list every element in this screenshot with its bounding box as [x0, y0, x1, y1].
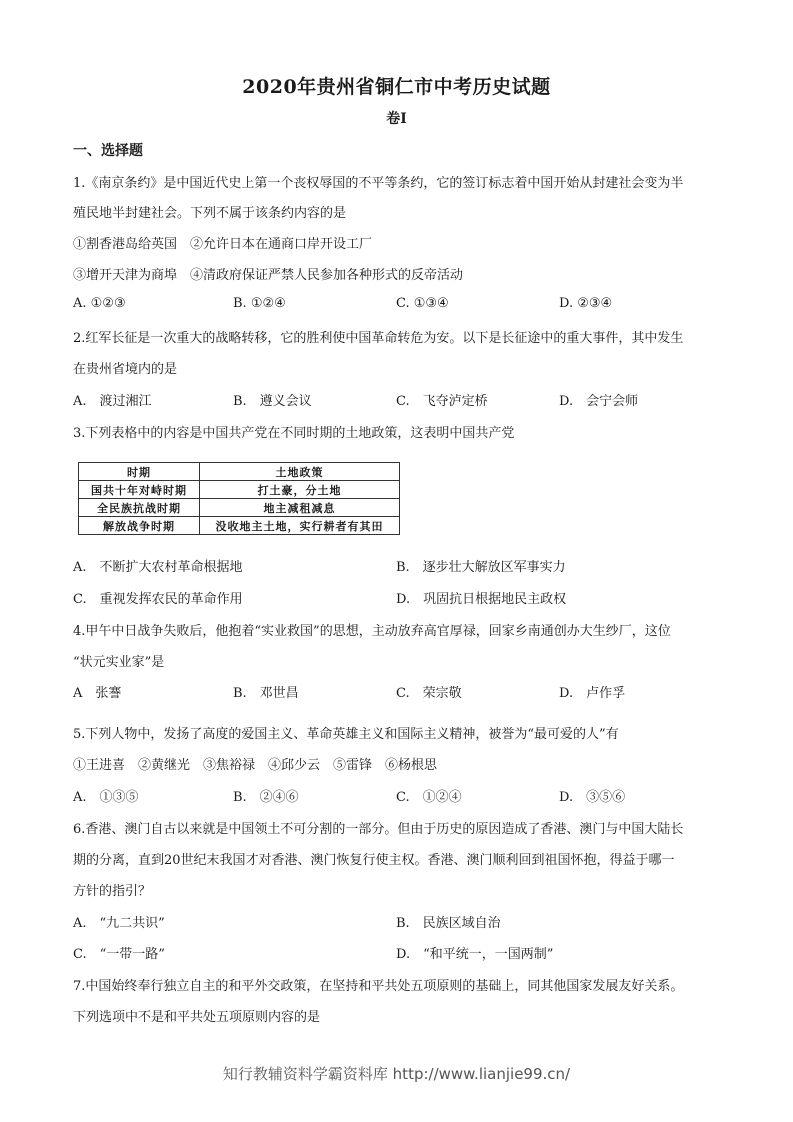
- q5-stem-line1: 5.下列人物中，发扬了高度的爱国主义、革命英雄主义和国际主义精神，被誉为“最可爱的人”有: [73, 727, 619, 742]
- table-row: [79, 499, 400, 517]
- q2-option-a: A. 渡过湘江: [73, 394, 152, 409]
- q2-option-c: C. 飞夺泸定桥: [396, 394, 488, 409]
- q1-option-a: A. ①②③: [73, 296, 126, 311]
- q4-option-b: B. 邓世昌: [233, 686, 299, 701]
- q6-option-d: D. “和平统一，一国两制”: [396, 947, 554, 962]
- q6-stem-line2: 期的分离，直到20世纪末我国才对香港、澳门恢复行使主权。香港、澳门顺利回到祖国怀抱，得益于哪一: [73, 853, 675, 868]
- q1-option-c: C. ①③④: [396, 296, 449, 311]
- q1-stem-line2: 殖民地半封建社会。下列不属于该条约内容的是: [73, 206, 347, 221]
- q2-option-b: B. 遵义会议: [233, 394, 312, 409]
- q3-option-a: A. 不断扩大农村革命根据地: [73, 560, 243, 575]
- table-cell: 国共十年对峙时期: [79, 481, 200, 499]
- page-title: 2020年贵州省铜仁市中考历史试题: [242, 76, 551, 98]
- q6-option-b: B. 民族区域自治: [396, 916, 501, 931]
- q5-option-d: D. ③⑤⑥: [559, 790, 626, 805]
- table-cell: 打土豪，分土地: [200, 481, 400, 499]
- q3-option-b: B. 逐步壮大解放区军事实力: [396, 560, 566, 575]
- q4-stem-line1: 4.甲午中日战争失败后，他抱着“实业救国”的思想，主动放弃高官厚禄，回家乡南通创办大生纱厂，这位: [73, 624, 671, 639]
- q6-stem-line3: 方针的指引？: [73, 884, 152, 899]
- q3-option-c: C. 重视发挥农民的革命作用: [73, 592, 243, 607]
- footer-watermark: 知行教辅资料学霸资料库 http://www.lianjie99.cn/: [222, 1065, 571, 1083]
- q1-item-line2: ③增开天津为商埠 ④清政府保证严禁人民参加各种形式的反帝活动: [73, 268, 464, 283]
- volume-label: 卷I: [386, 111, 407, 127]
- land-policy-table: [78, 462, 400, 535]
- q2-stem-line1: 2.红军长征是一次重大的战略转移，它的胜利使中国革命转危为安。以下是长征途中的重大事件，其中发生: [73, 331, 684, 346]
- q1-stem-line1: 1.《南京条约》是中国近代史上第一个丧权辱国的不平等条约，它的签订标志着中国开始从封建社会变为半: [73, 176, 684, 191]
- q6-stem-line1: 6.香港、澳门自古以来就是中国领土不可分割的一部分。但由于历史的原因造成了香港、澳门与中国大陆长: [73, 822, 684, 837]
- q5-option-b: B. ②④⑥: [233, 790, 299, 805]
- table-cell: 全民族抗战时期: [79, 499, 200, 517]
- q6-option-c: C. “一带一路”: [73, 947, 165, 962]
- q5-option-a: A. ①③⑤: [73, 790, 139, 805]
- q4-option-a: A 张謇: [73, 686, 122, 701]
- q4-stem-line2: “状元实业家”是: [73, 655, 165, 670]
- q4-option-c: C. 荣宗敬: [396, 686, 462, 701]
- table-row: [79, 517, 400, 535]
- table-header-cell: 土地政策: [200, 463, 400, 481]
- q5-option-c: C. ①②④: [396, 790, 462, 805]
- q5-items-line: ①王进喜 ②黄继光 ③焦裕禄 ④邱少云 ⑤雷锋 ⑥杨根思: [73, 758, 438, 773]
- q1-option-d: D. ②③④: [559, 296, 613, 311]
- q4-option-d: D. 卢作孚: [559, 686, 626, 701]
- q7-stem-line2: 下列选项中不是和平共处五项原则内容的是: [73, 1010, 321, 1025]
- q1-item-line1: ①割香港岛给英国 ②允许日本在通商口岸开设工厂: [73, 237, 373, 252]
- table-row: [79, 481, 400, 499]
- table-cell: 解放战争时期: [79, 517, 200, 535]
- table-header-row: [79, 463, 400, 481]
- q3-option-d: D. 巩固抗日根据地民主政权: [396, 592, 567, 607]
- table-cell: 没收地主土地，实行耕者有其田: [200, 517, 400, 535]
- q7-stem-line1: 7.中国始终奉行独立自主的和平外交政策，在坚持和平共处五项原则的基础上，同其他国家发展友好关系。: [73, 979, 684, 994]
- q6-option-a: A. “九二共识”: [73, 916, 165, 931]
- q2-stem-line2: 在贵州省境内的是: [73, 362, 178, 377]
- section-heading: 一、选择题: [73, 143, 143, 159]
- q2-option-d: D. 会宁会师: [559, 394, 639, 409]
- q1-option-b: B. ①②④: [233, 296, 286, 311]
- table-cell: 地主减租减息: [200, 499, 400, 517]
- table-header-cell: 时期: [79, 463, 200, 481]
- q3-stem-line1: 3.下列表格中的内容是中国共产党在不同时期的土地政策，这表明中国共产党: [73, 426, 515, 441]
